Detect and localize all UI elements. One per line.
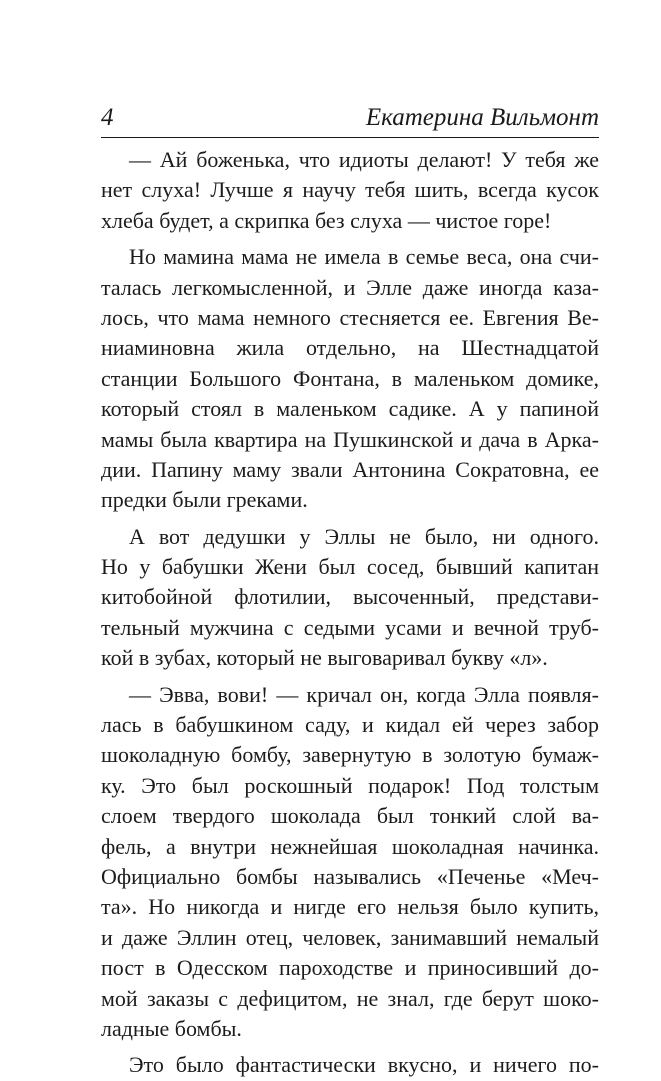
text-line: Но мамина мама не имела в семье веса, она счи- <box>129 244 599 270</box>
running-head-author: Екатерина Вильмонт <box>365 104 599 131</box>
text-line: ку. Это был роскошный подарок! Под толстым <box>101 772 599 798</box>
text-line: тельный мужчина с седыми усами и вечной труб- <box>101 614 599 640</box>
text-line: та». Но никогда и нигде его нельзя было купить, <box>101 894 599 920</box>
text-line: лась в бабушкином саду, и кидал ей через забор <box>101 712 599 738</box>
text-line: хлеба будет, а скрипка без слуха — чистое горе! <box>101 207 552 233</box>
text-line: — Ай боженька, что идиоты делают! У тебя же <box>129 147 599 172</box>
text-line: Но у бабушки Жени был сосед, бывший капитан <box>101 554 599 580</box>
text-line: китобойной флотилии, высоченный, представи- <box>101 584 599 610</box>
text-line: предки были греками. <box>101 487 308 513</box>
body-text <box>101 145 599 1081</box>
running-head <box>101 101 599 138</box>
text-line: фель, а внутри нежнейшая шоколадная начинка. <box>101 833 599 859</box>
text-line: дии. Папину маму звали Антонина Сократовна, ее <box>101 456 599 482</box>
text-line: Это было фантастически вкусно, и ничего по- <box>129 1052 599 1078</box>
text-line: ниаминовна жила отдельно, на Шестнадцатой <box>101 335 599 361</box>
text-line: Официально бомбы назывались «Печенье «Меч- <box>101 863 599 889</box>
text-line: мой заказы с дефицитом, не знал, где берут шоко- <box>101 985 599 1011</box>
text-line: кой в зубах, который не выговаривал букву «л». <box>101 645 548 671</box>
text-line: А вот дедушки у Эллы не было, ни одного. <box>129 523 599 549</box>
text-line: пост в Одесском пароходстве и приносивший до- <box>101 955 599 981</box>
text-line: мамы была квартира на Пушкинской и дача в Арка- <box>101 426 599 452</box>
text-line: шоколадную бомбу, завернутую в золотую бумаж- <box>101 742 599 768</box>
text-line: — Эвва, вови! — кричал он, когда Элла появля- <box>129 681 599 707</box>
text-line: нет слуха! Лучше я научу тебя шить, всегда кусок <box>101 177 599 203</box>
text-line: который стоял в маленьком садике. А у папиной <box>101 396 599 422</box>
page-number: 4 <box>101 104 114 131</box>
text-line: слоем твердого шоколада был тонкий слой ва- <box>101 803 599 829</box>
text-line: талась легкомысленной, и Элле даже иногда каза- <box>101 274 599 300</box>
text-line: лось, что мама немного стесняется ее. Евгения Ве- <box>101 304 599 330</box>
text-line: ладные бомбы. <box>101 1015 242 1041</box>
text-line: станции Большого Фонтана, в маленьком домике, <box>101 365 599 391</box>
text-line: и даже Эллин отец, человек, занимавший немалый <box>101 924 599 950</box>
